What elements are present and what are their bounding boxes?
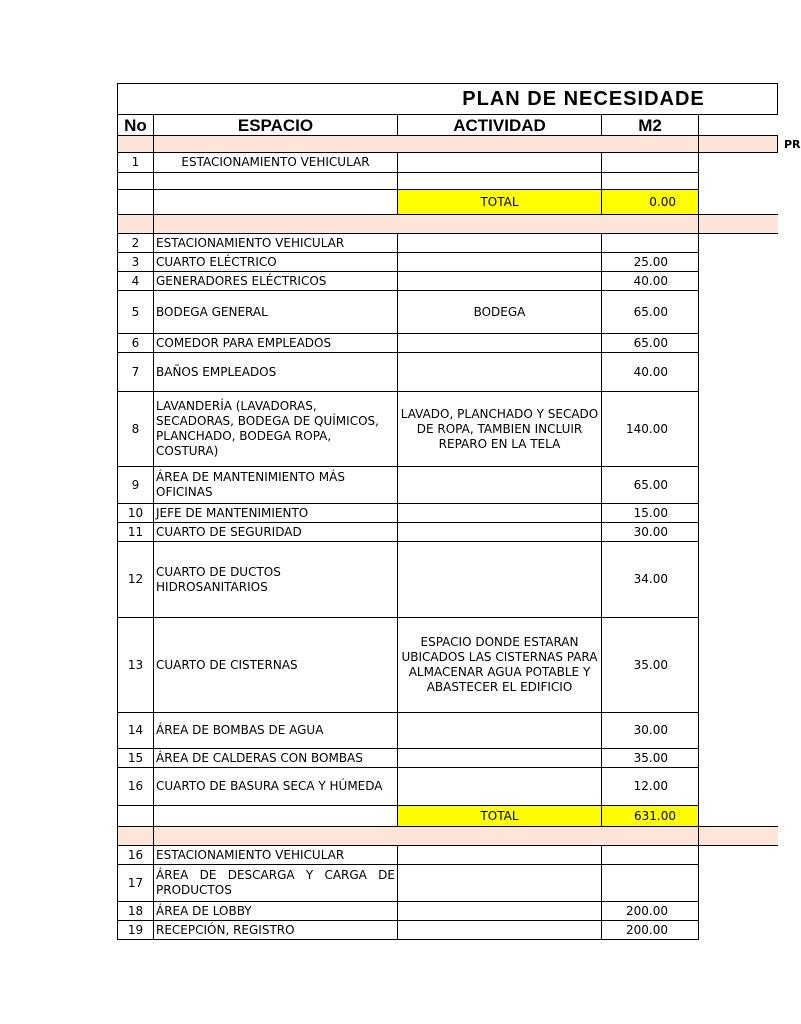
table-row: 15 ÁREA DE CALDERAS CON BOMBAS 35.00 [118,749,778,768]
table-row: 5 BODEGA GENERAL BODEGA 65.00 [118,291,778,334]
table-row: 7 BAÑOS EMPLEADOS 40.00 [118,353,778,392]
table-row: 2 ESTACIONAMIENTO VEHICULAR [118,234,778,253]
table-row: 11 CUARTO DE SEGURIDAD 30.00 [118,523,778,542]
total-label: TOTAL [398,806,602,827]
table-row: 10 JEFE DE MANTENIMIENTO 15.00 [118,504,778,523]
table-row: 18 ÁREA DE LOBBY 200.00 [118,902,778,921]
table-row: 8 LAVANDERÍA (LAVADORAS, SECADORAS, BODEGA DE QUÍMICOS, PLANCHADO, BODEGA ROPA, COSTURA) LAVADO, PLANCHADO Y SECADO DE ROPA, TAMBIEN INCLUIR REPARO EN LA TELA 140.00 [118,392,778,467]
table-row: 14 ÁREA DE BOMBAS DE AGUA 30.00 [118,713,778,749]
header-actividad: ACTIVIDAD [398,115,602,136]
section-band [118,827,778,846]
total-label: TOTAL [398,190,602,215]
spreadsheet [117,83,801,940]
header-row [118,115,778,136]
table-row: 17 ÁREA DE DESCARGA Y CARGA DE PRODUCTOS [118,865,778,902]
section-band [118,215,778,234]
table-row: 1 ESTACIONAMIENTO VEHICULAR [118,153,778,173]
header-m2: M2 [602,115,699,136]
total-value: 631.00 [602,806,699,827]
header-no: No [118,115,154,136]
table-row: 12 CUARTO DE DUCTOS HIDROSANITARIOS 34.00 [118,542,778,618]
table-row: 16 CUARTO DE BASURA SECA Y HÚMEDA 12.00 [118,768,778,806]
needs-table [117,83,801,940]
total-row [118,190,778,215]
table-row: 6 COMEDOR PARA EMPLEADOS 65.00 [118,334,778,353]
table-row: 3 CUARTO ELÉCTRICO 25.00 [118,253,778,272]
table-row [118,173,778,190]
section-label: PR [699,136,778,153]
total-value: 0.00 [602,190,699,215]
table-row: 13 CUARTO DE CISTERNAS ESPACIO DONDE ESTARAN UBICADOS LAS CISTERNAS PARA ALMACENAR AGUA POTABLE Y ABASTECER EL EDIFICIO 35.00 [118,618,778,713]
table-row: 16 ESTACIONAMIENTO VEHICULAR [118,846,778,865]
section-band [118,136,778,153]
header-espacio: ESPACIO [154,115,398,136]
table-row: 9 ÁREA DE MANTENIMIENTO MÁS OFICINAS 65.00 [118,467,778,504]
total-row [118,806,778,827]
table-row: 4 GENERADORES ELÉCTRICOS 40.00 [118,272,778,291]
table-row: 19 RECEPCIÓN, REGISTRO 200.00 [118,921,778,940]
sheet-title: PLAN DE NECESIDADE [118,84,778,115]
